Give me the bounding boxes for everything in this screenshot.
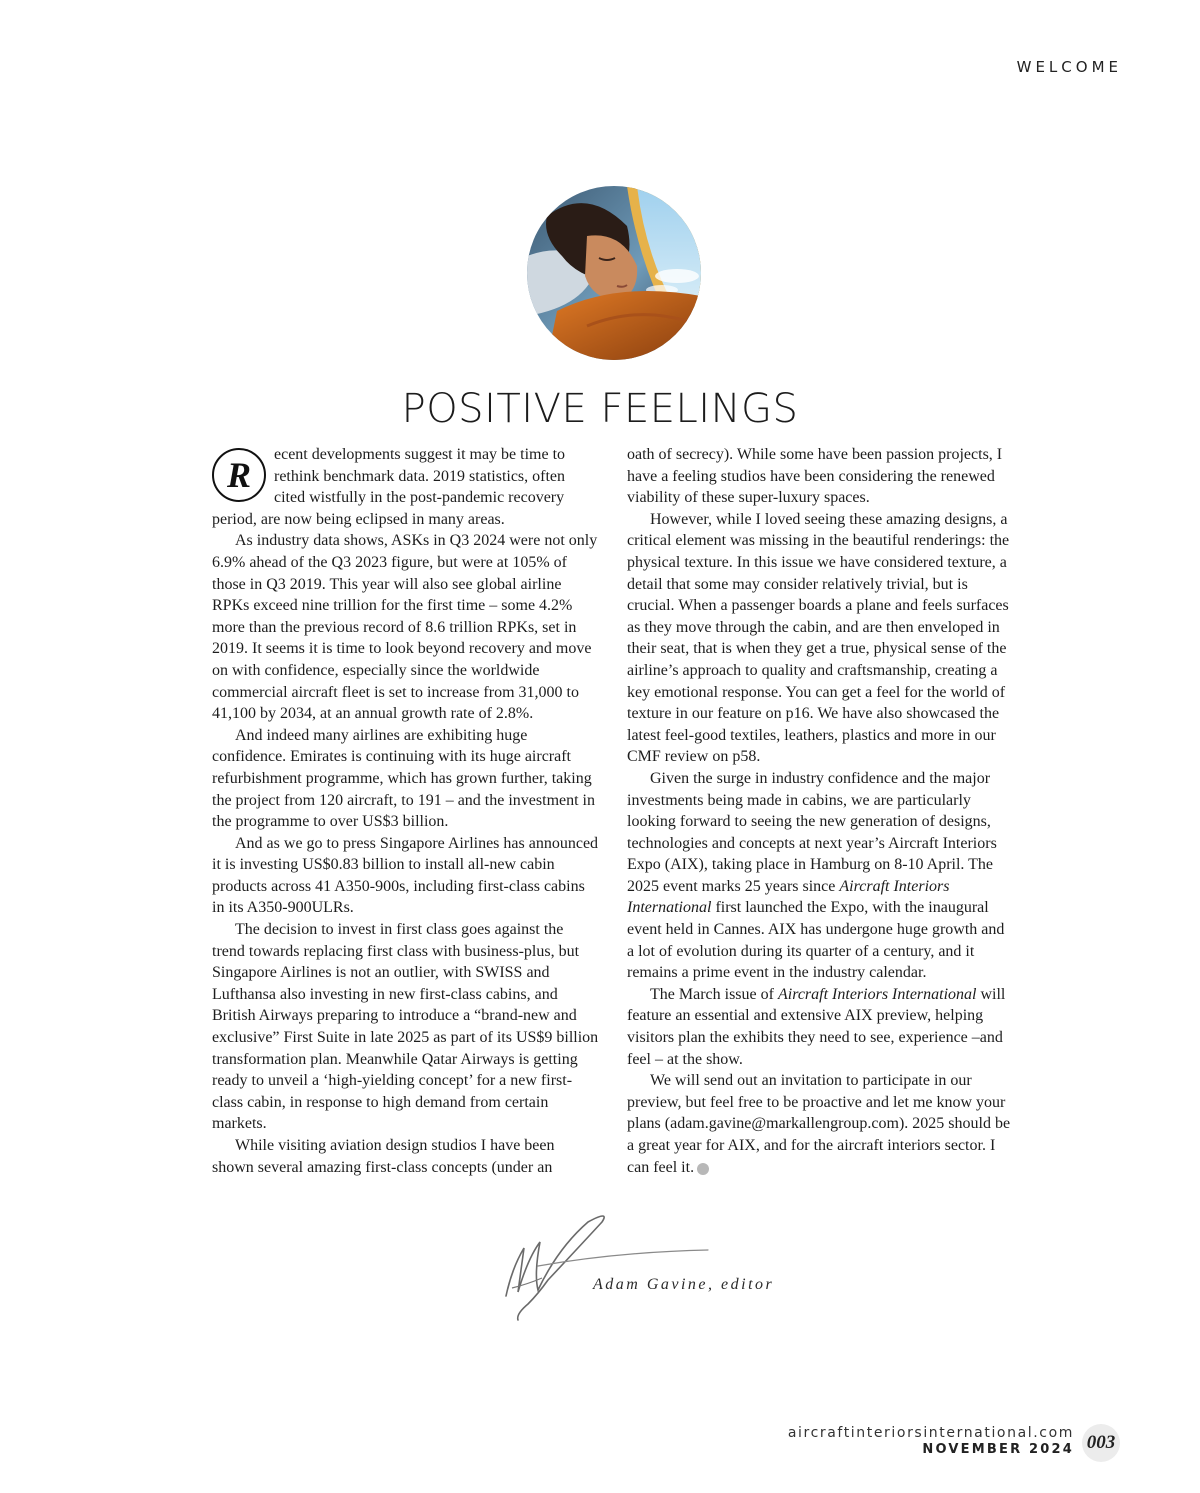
paragraph-text: first launched the Expo, with the inaugural event held in Cannes. AIX has undergone huge growth and a lot of evolution during its quarter of a century, and it remains a prime event in the industry calendar.	[627, 899, 1005, 982]
article-headline: POSITIVE FEELINGS	[401, 386, 799, 432]
publication-title: Aircraft Interiors International	[777, 985, 977, 1003]
paragraph-text: will feature an essential and extensive AIX preview, helping visitors plan the exhibits they need to see, experience –and feel – at the show.	[627, 985, 1006, 1068]
article-paragraph	[627, 768, 1014, 984]
section-label: WELCOME	[1016, 58, 1122, 76]
issue-date: NOVEMBER 2024	[922, 1442, 1074, 1457]
article-paragraph	[627, 984, 1014, 1070]
article-paragraph: As industry data shows, ASKs in Q3 2024 were not only 6.9% ahead of the Q3 2023 figure, but were at 105% of those in Q3 2019. This year will also see global airline RPKs exceed nine trillion for the first time – some 4.2% more than the previous record of 8.6 trillion RPKs, set in 2019. It seems it is time to look beyond recovery and move on with confidence, especially since the worldwide commercial aircraft fleet is set to increase from 31,000 to 41,100 by 2034, at an annual growth rate of 2.8%.	[212, 532, 598, 723]
article-paragraph: While visiting aviation design studios I have been shown several amazing first-class concepts (under an	[212, 1137, 555, 1176]
drop-cap: R	[212, 448, 266, 502]
signature-graphic	[498, 1208, 718, 1328]
article-column-right	[627, 444, 1014, 1178]
article-paragraph: oath of secrecy). While some have been passion projects, I have a feeling studios have been considering the renewed viability of these super-luxury spaces.	[627, 446, 1003, 507]
article-paragraph: And as we go to press Singapore Airlines has announced it is investing US$0.83 billion to install all-new cabin products across 41 A350-900s, including first-class cabins in its A350-900ULRs.	[212, 834, 599, 917]
article-paragraph: The decision to invest in first class goes against the trend towards replacing first class with business-plus, but Singapore Airlines is not an outlier, with SWISS and Lufthansa also investing in new first-class cabins, and British Airways preparing to introduce a “brand-new and exclusive” First Suite in late 2025 as part of its US$9 billion transformation plan. Meanwhile Qatar Airways is getting ready to unveil a ‘high-yielding concept’ for a new first-class cabin, in response to high demand from certain markets.	[212, 921, 599, 1133]
portrait-illustration	[527, 186, 701, 360]
paragraph-text: ecent developments suggest it may be time to rethink benchmark data. 2019 statistics, often cited wistfully in the post-pandemic recovery period, are now being eclipsed in many areas.	[212, 446, 566, 528]
article-paragraph	[627, 1070, 1014, 1178]
page-number: 003	[1082, 1424, 1120, 1462]
paragraph-text: The March issue of	[650, 985, 778, 1003]
publication-title: Aircraft Interiors International	[627, 877, 950, 917]
end-mark-icon: ⊗	[697, 1163, 709, 1175]
article-column-left	[212, 444, 599, 1178]
paragraph-text: Given the surge in industry confidence and the major investments being made in cabins, we are particularly looking forward to seeing the new generation of designs, technologies and concepts at next year’s Aircraft Interiors Expo (AIX), taking place in Hamburg on 8-10 April. The 2025 event marks 25 years since	[627, 769, 997, 895]
article-paragraph: And indeed many airlines are exhibiting huge confidence. Emirates is continuing with its huge aircraft refurbishment programme, which has grown further, taking the project from 120 aircraft, to 191 – and the investment in the programme to over US$3 billion.	[212, 726, 595, 831]
paragraph-text: We will send out an invitation to participate in our preview, but feel free to be proactive and let me know your plans (adam.gavine@markallengroup.com). 2025 should be a great year for AIX, and for the aircraft interiors sector. I can feel it.	[627, 1072, 1011, 1176]
article-paragraph	[212, 444, 599, 530]
editor-signoff: Adam Gavine, editor	[593, 1276, 775, 1293]
article-paragraph: However, while I loved seeing these amazing designs, a critical element was missing in the beautiful renderings: the physical texture. In this issue we have considered texture, a detail that some may consider relatively trivial, but is crucial. When a passenger boards a plane and feels surfaces as they move through the cabin, and are then enveloped in their seat, that is when they get a true, physical sense of the airline’s approach to quality and craftsmanship, creating a key emotional response. You can get a feel for the world of texture in our feature on p16. We have also showcased the latest feel-good textiles, leathers, plastics and more in our CMF review on p58.	[627, 510, 1010, 766]
footer-url: aircraftinteriorsinternational.com	[787, 1425, 1074, 1441]
